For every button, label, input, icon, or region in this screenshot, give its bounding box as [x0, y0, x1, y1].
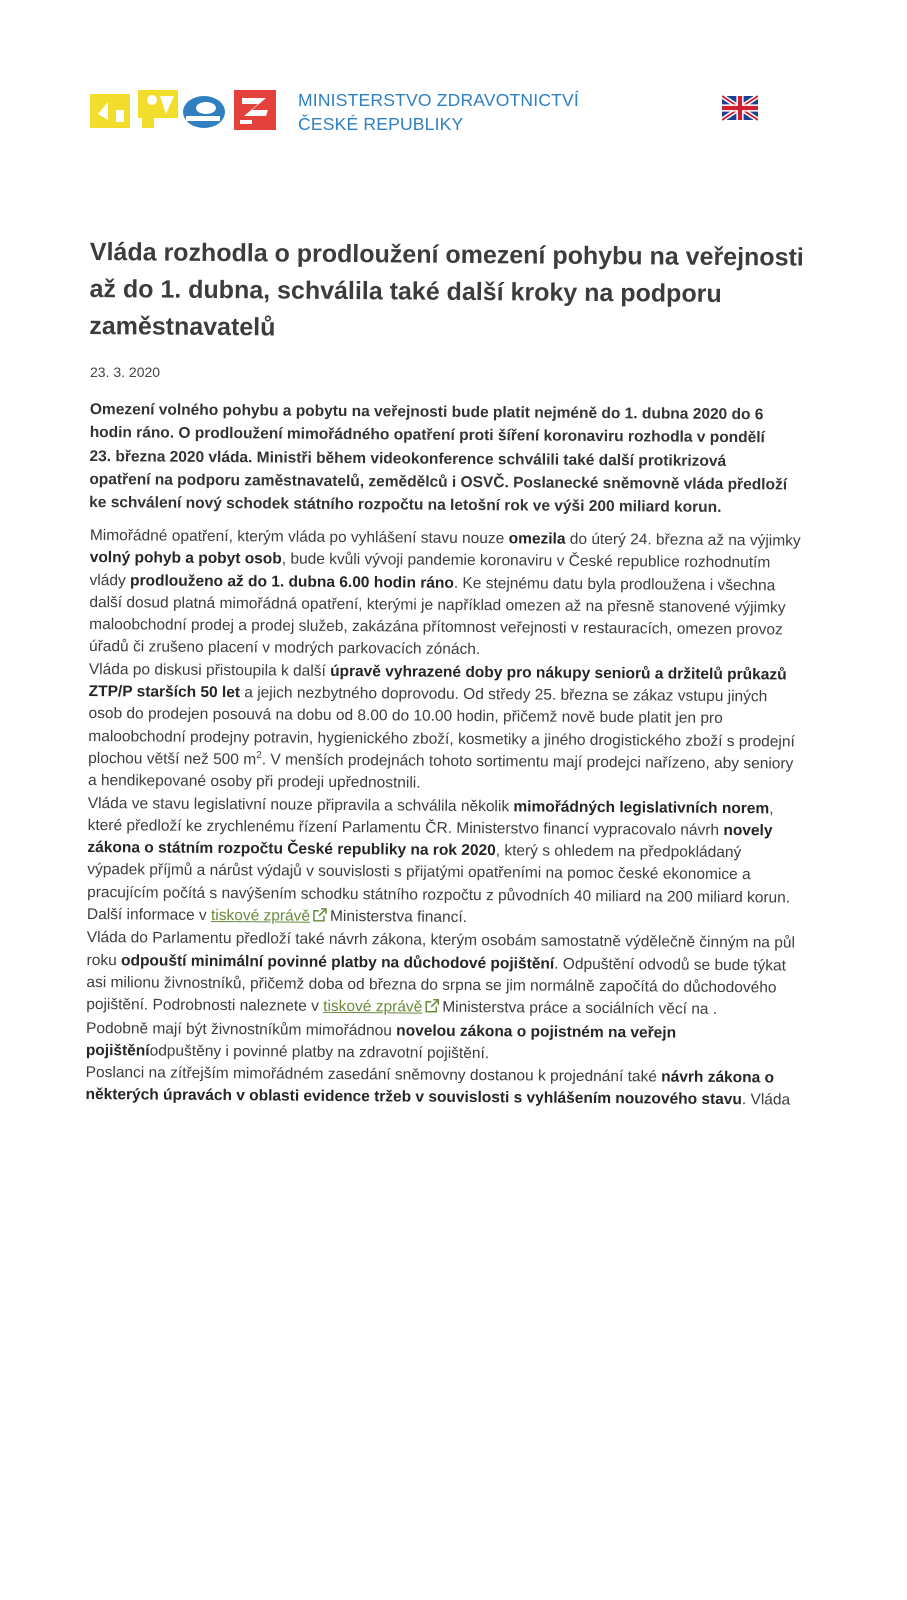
paragraph-3 [87, 793, 802, 933]
paragraph-2 [88, 659, 803, 798]
text: Vláda ve stavu legislativní nouze připravila a schválila několik [87, 794, 514, 815]
text: . V menších prodejnách tohoto sortimentu mají prodejci nařízeno, aby seniory a hendikepované osoby při prodeji upřednostnili. [87, 751, 794, 792]
ministry-name-line2: ČESKÉ REPUBLIKY [298, 114, 464, 134]
bold-text: novelou zákona o pojistném na veřejn [396, 1021, 677, 1042]
text: . Ke stejnému datu byla prodloužena i všechna další dosud platná mimořádná opatření, kterými je například omezen až na přesně stanovené výjimky maloobchodní prodej a prodej služeb, zakázána přítomnost veřejnosti v restauracích, omezen provoz úřadů či zrušeno placení v modrých parkovacích zónách. [88, 574, 786, 659]
paragraph-4 [86, 927, 801, 1023]
bold-text: úpravě vyhrazené doby pro nákupy seniorů a držitelů průkazů ZTP/P starších 50 let [88, 662, 787, 702]
text: Ministerstva financí. [329, 907, 468, 927]
text: , bude kvůli vývoji pandemie koronaviru v České republice rozhodnutím vlády [89, 550, 771, 589]
ministry-name-line1: MINISTERSTVO ZDRAVOTNICTVÍ [298, 90, 579, 110]
text: , které předloží ke zrychlenému řízení Parlamentu ČR. Ministerstvo financí vypracovalo návrh [87, 799, 774, 839]
bold-text: návrh zákona o některých úpravách v oblasti evidence tržeb v souvislosti s vyhlášením nouzového stavu [85, 1068, 775, 1109]
external-link-icon [313, 907, 327, 929]
text: . Vláda [741, 1091, 791, 1109]
paragraph-6 [85, 1062, 799, 1112]
bold-text: omezila [508, 530, 566, 548]
text: Ministerstva práce a sociálních věcí na . [442, 999, 718, 1019]
uk-flag-icon[interactable] [722, 94, 758, 127]
press-release-link-labour[interactable]: tiskové zprávě [323, 998, 423, 1016]
text: Poslanci na zítřejším mimořádném zasedání sněmovny dostanou k projednání také [85, 1064, 662, 1086]
press-release-link-finance[interactable]: tiskové zprávě [210, 907, 311, 925]
bold-text: pojištění [85, 1041, 150, 1060]
site-header [90, 88, 770, 138]
bold-text: prodlouženo až do 1. dubna 6.00 hodin ráno [129, 571, 454, 592]
bold-text: mimořádných legislativních norem [513, 797, 770, 817]
text: do úterý 24. března až na výjimky [565, 530, 801, 550]
bold-text: volný pohyb a pobyt osob [89, 549, 282, 568]
article-date: 23. 3. 2020 [90, 364, 161, 380]
paragraph-5 [86, 1018, 800, 1068]
text: . Odpuštění odvodů se bude týkat asi milionu živnostníků, přičemž doba od března do srpna se jim normálně započítá do důchodového pojištění. Podrobnosti naleznete v [86, 955, 787, 1016]
external-link-icon [425, 998, 439, 1020]
text: odpuštěny i povinné platby na zdravotní pojištění. [149, 1042, 490, 1062]
text: , který s ohledem na předpokládaný výpadek příjmů a nárůst výdajů v souvislosti s přijatými opatřeními na pomoc české ekonomice a pracujícím počítá s navýšením schodku státního rozpočtu z původních 40 miliard na 200 miliard korun. Další informace v [86, 842, 791, 925]
article-body [85, 525, 804, 1112]
ministry-name[interactable] [298, 88, 579, 136]
article-title: Vláda rozhodla o prodloužení omezení pohybu na veřejnosti až do 1. dubna, schválila také další kroky na podporu zaměstnavatelů [89, 237, 804, 342]
text: Vláda do Parlamentu předloží také návrh zákona, kterým osobám samostatně výdělečně činným na půl roku [86, 929, 796, 969]
text: Vláda po diskusi přistoupila k další [88, 660, 331, 680]
mzcr-logo-icon[interactable] [90, 88, 278, 137]
bold-text: odpouští minimální povinné platby na důchodové pojištění [120, 951, 555, 973]
article-lead: Omezení volného pohybu a pobytu na veřejnosti bude platit nejméně do 1. dubna 2020 do 6 hodin ráno. O prodloužení mimořádného opatření proti šíření koronaviru rozhodla v pondělí 23. března 2020 vláda. Ministři během videokonference schválili také další protikrizová opatření na podporu zaměstnavatelů, zemědělců i OSVČ. Poslanecké sněmovně vláda předloží ke schválení nový schodek státního rozpočtu na letošní rok ve výši 200 miliard korun. [89, 400, 788, 517]
paragraph-1 [89, 525, 804, 664]
text: a jejich nezbytného doprovodu. Od středy 25. března se zákaz vstupu jiných osob do prodejen posouvá na dobu od 8.00 do 10.00 hodin, přičemž nově bude platit jen pro maloobchodní prodejny potravin, hygienického zboží, kosmetiky a jiného drogistického zboží s prodejní plochou větší než 500 m [88, 684, 795, 769]
superscript: 2 [256, 750, 262, 762]
text: Podobně mají být živnostníkům mimořádnou [85, 1019, 397, 1039]
bold-text: novely zákona o státním rozpočtu České republiky na rok 2020 [87, 821, 773, 860]
text: Mimořádné opatření, kterým vláda po vyhlášení stavu nouze [89, 526, 509, 548]
